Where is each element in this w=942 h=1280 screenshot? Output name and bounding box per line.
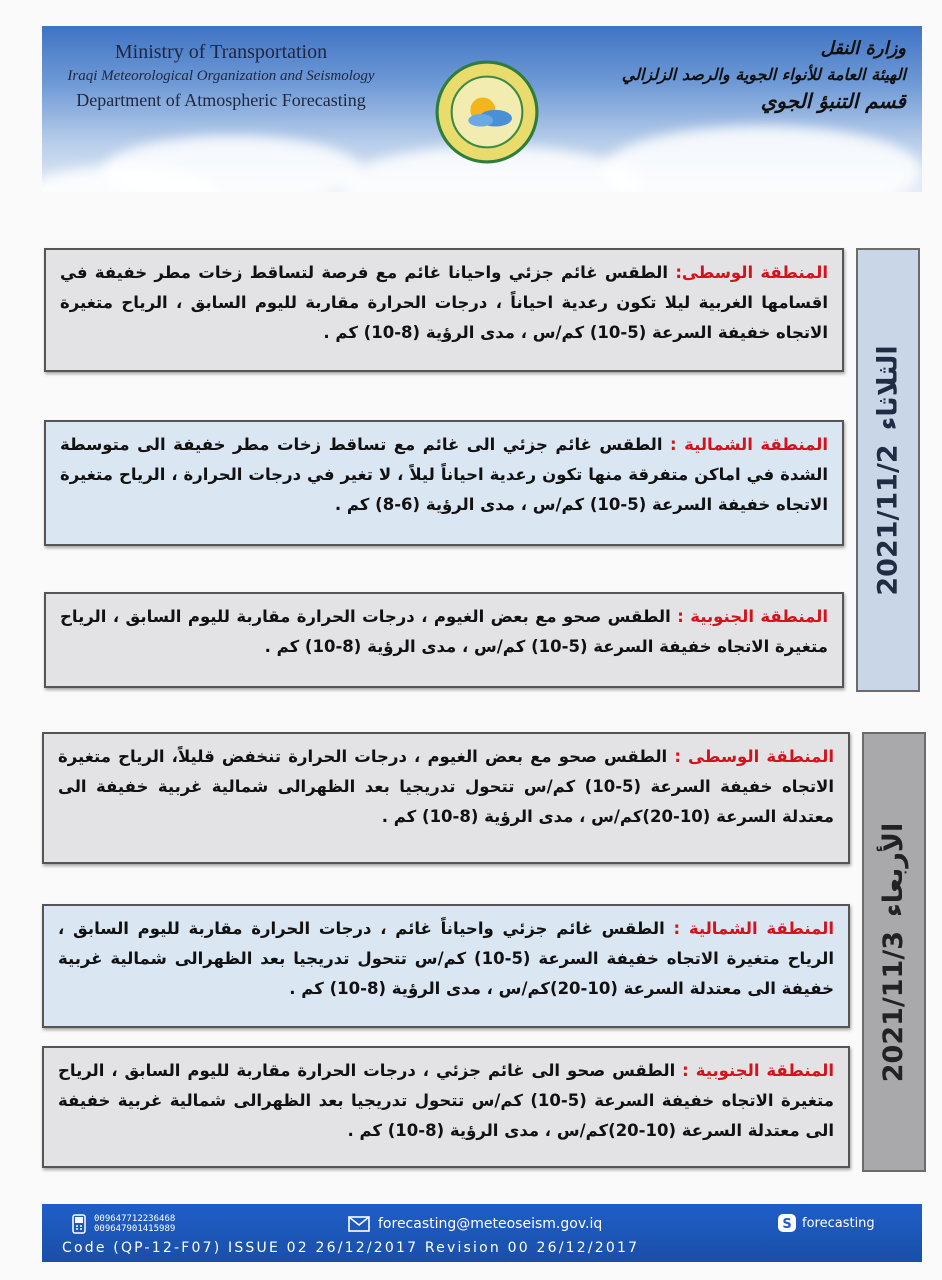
- phone-contact: [72, 1214, 175, 1234]
- region-label: المنطقة الشمالية :: [670, 435, 828, 454]
- region-label: المنطقة الجنوبية :: [677, 607, 829, 626]
- day-2-date-bar: [862, 732, 926, 1172]
- email-address[interactable]: forecasting@meteoseism.gov.iq: [378, 1216, 603, 1232]
- day-2-central-region: [42, 732, 850, 864]
- arabic-header: [606, 36, 906, 114]
- region-text: الطقس صحو الى غائم جزئي ، درجات الحرارة مقاربة لليوم السابق ، الرياح متغيرة الاتجاه خفيفة السرعة (5-10) كم/س تتحول تدريجيا بعد الظهرالى شمالية غربية خفيفة الى معتدلة السرعة (10-20)كم/س ، مدى الرؤية (8-10) كم .: [58, 1061, 834, 1140]
- english-header: [56, 40, 386, 112]
- department-name-ar: قسم التنبؤ الجوي: [760, 89, 906, 113]
- region-text: الطقس صحو مع بعض الغيوم ، درجات الحرارة مقاربة لليوم السابق ، الرياح متغيرة الاتجاه خفيفة السرعة (5-10) كم/س ، مدى الرؤية (8-10) كم .: [60, 607, 828, 656]
- day-1-date-bar: [856, 248, 920, 692]
- day-2-southern-region: [42, 1046, 850, 1168]
- region-text: الطقس صحو مع بعض الغيوم ، درجات الحرارة تنخفض قليلاً، الرياح متغيرة الاتجاه خفيفة السرعة (5-10) كم/س تتحول تدريجيا بعد الظهرالى شمالية غربية خفيفة الى معتدلة السرعة (10-20)كم/س ، مدى الرؤية (8-10) كم .: [58, 747, 834, 826]
- skype-contact: [778, 1214, 875, 1232]
- day-2-name: الأربعاء: [878, 822, 910, 917]
- department-name-en: Department of Atmospheric Forecasting: [76, 90, 366, 110]
- email-contact: [348, 1216, 602, 1232]
- region-text: الطقس غائم جزئي واحيانا غائم مع فرصة لتساقط زخات مطر خفيفة في اقسامها الغربية ليلا تكون رعدية احياناً ، درجات الحرارة مقاربة لليوم السابق ، الرياح متغيرة الاتجاه خفيفة السرعة (5-10) كم/س ، مدى الرؤية (8-10) كم .: [60, 263, 828, 342]
- day-2-date: 2021/11/3: [878, 930, 910, 1082]
- day-1-southern-region: [44, 592, 844, 688]
- region-text: الطقس غائم جزئي الى غائم مع تساقط زخات مطر خفيفة الى متوسطة الشدة في اماكن متفرقة منها تكون رعدية احياناً ليلاً ، لا تغير في درجات الحرارة ، الرياح متغيرة الاتجاه خفيفة السرعة (5-10) كم/س ، مدى الرؤية (6-8) كم .: [60, 435, 828, 514]
- phone-icon: [72, 1214, 86, 1234]
- organization-name-ar: الهيئة العامة للأنواء الجوية والرصد الزلزالي: [621, 65, 906, 84]
- ministry-name-ar: وزارة النقل: [820, 38, 906, 59]
- document-code: Code (QP-12-F07) ISSUE 02 26/12/2017 Revision 00 26/12/2017: [62, 1240, 640, 1256]
- region-label: المنطقة الشمالية :: [673, 919, 835, 938]
- region-label: المنطقة الجنوبية :: [682, 1061, 835, 1080]
- day-2-northern-region: [42, 904, 850, 1028]
- skype-icon: [778, 1214, 796, 1232]
- ministry-name-en: Ministry of Transportation: [114, 41, 328, 63]
- skype-name[interactable]: forecasting: [802, 1215, 875, 1231]
- day-1-date: 2021/11/2: [872, 443, 904, 596]
- phone-number-2[interactable]: 009647901415989: [94, 1224, 176, 1234]
- day-1-name: الثلاثاء: [872, 344, 904, 430]
- region-label: المنطقة الوسطى :: [674, 747, 834, 766]
- svg-text:S: S: [782, 1217, 792, 1232]
- region-label: المنطقة الوسطى:: [675, 263, 828, 282]
- region-text: الطقس غائم جزئي واحياناً غائم ، درجات الحرارة مقاربة لليوم السابق ، الرياح متغيرة الاتجاه خفيفة السرعة (5-10) كم/س تتحول تدريجيا بعد الظهرالى شمالية غربية خفيفة الى معتدلة السرعة (10-20)كم/س ، مدى الرؤية (8-10) كم .: [58, 919, 834, 998]
- mail-icon: [348, 1216, 370, 1232]
- header-banner: [42, 26, 922, 192]
- day-1-central-region: [44, 248, 844, 372]
- organization-name-en: Iraqi Meteorological Organization and Seismology: [67, 68, 375, 84]
- phone-number-1[interactable]: 009647712236468: [94, 1214, 176, 1224]
- day-1-northern-region: [44, 420, 844, 546]
- organization-logo: [435, 60, 539, 164]
- footer-bar: [42, 1204, 922, 1262]
